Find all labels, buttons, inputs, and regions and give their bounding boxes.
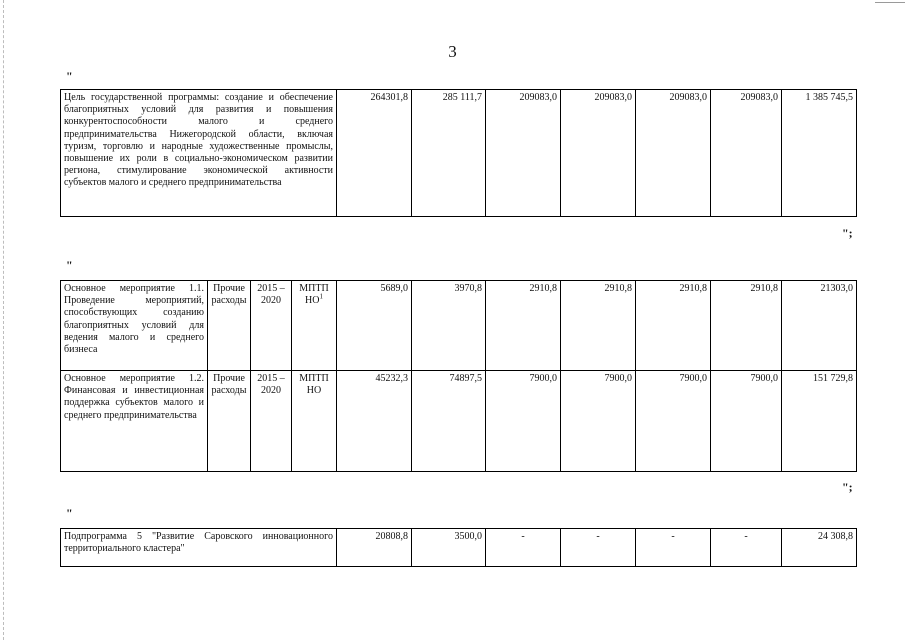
goal-description: Цель государственной программы: создание и обеспечение благоприятных условий для развития и повышения конкурентоспособности малого и среднего предпринимательства Нижегородской области, включая туризм, торговлю и народные художественные промыслы, повышение их роли в социально-экономическом развитии региона, стимулирование экономической активности субъектов малого и среднего предпринимательства — [61, 90, 337, 217]
subprogram-row — [61, 529, 857, 567]
activity-value: 2910,8 — [711, 281, 782, 371]
open-quote-1: " — [66, 69, 73, 83]
subprogram-value-3: - — [486, 529, 561, 567]
executor — [292, 281, 337, 371]
activity-value: 7900,0 — [486, 371, 561, 472]
subprogram-value-total: 24 308,8 — [782, 529, 857, 567]
activity-value: 3970,8 — [412, 281, 486, 371]
subprogram-value-5: - — [636, 529, 711, 567]
table-row — [61, 281, 857, 371]
period: 2015 – 2020 — [251, 371, 292, 472]
executor-name: МПТП НО — [299, 283, 329, 307]
subprogram-description: Подпрограмма 5 "Развитие Саровского инновационного территориального кластера" — [61, 529, 337, 567]
goal-value-5: 209083,0 — [636, 90, 711, 217]
goal-table — [60, 89, 857, 217]
subprogram-value-4: - — [561, 529, 636, 567]
subprogram-value-2: 3500,0 — [412, 529, 486, 567]
subprogram-table — [60, 528, 857, 567]
open-quote-2: " — [66, 258, 73, 272]
subprogram-value-1: 20808,8 — [337, 529, 412, 567]
expense-type: Прочие расходы — [208, 281, 251, 371]
goal-value-1: 264301,8 — [337, 90, 412, 217]
period: 2015 – 2020 — [251, 281, 292, 371]
activity-value: 2910,8 — [486, 281, 561, 371]
activity-value: 7900,0 — [561, 371, 636, 472]
goal-value-6: 209083,0 — [711, 90, 782, 217]
goal-value-2: 285 111,7 — [412, 90, 486, 217]
activity-value: 2910,8 — [636, 281, 711, 371]
activity-value: 45232,3 — [337, 371, 412, 472]
activity-total: 21303,0 — [782, 281, 857, 371]
close-quote-1: "; — [842, 226, 853, 240]
activity-description: Основное мероприятие 1.2. Финансовая и инвестиционная поддержка субъектов малого и среднего предпринимательства — [61, 371, 208, 472]
activity-description: Основное мероприятие 1.1. Проведение мероприятий, способствующих созданию благоприятных условий для ведения малого и среднего бизнеса — [61, 281, 208, 371]
activity-value: 74897,5 — [412, 371, 486, 472]
goal-value-3: 209083,0 — [486, 90, 561, 217]
goal-value-4: 209083,0 — [561, 90, 636, 217]
goal-row — [61, 90, 857, 217]
close-quote-2: "; — [842, 480, 853, 494]
activity-value: 7900,0 — [711, 371, 782, 472]
activity-value: 5689,0 — [337, 281, 412, 371]
expense-type: Прочие расходы — [208, 371, 251, 472]
activity-total: 151 729,8 — [782, 371, 857, 472]
goal-value-total: 1 385 745,5 — [782, 90, 857, 217]
page-number: 3 — [448, 42, 457, 61]
executor — [292, 371, 337, 472]
scan-edge-top — [875, 2, 905, 4]
activity-value: 7900,0 — [636, 371, 711, 472]
table-row — [61, 371, 857, 472]
executor-footnote: 1 — [319, 292, 323, 301]
open-quote-3: " — [66, 506, 73, 520]
subprogram-value-6: - — [711, 529, 782, 567]
executor-name: МПТП НО — [299, 373, 329, 397]
activities-table — [60, 280, 857, 472]
activity-value: 2910,8 — [561, 281, 636, 371]
scan-edge-left — [3, 0, 5, 640]
